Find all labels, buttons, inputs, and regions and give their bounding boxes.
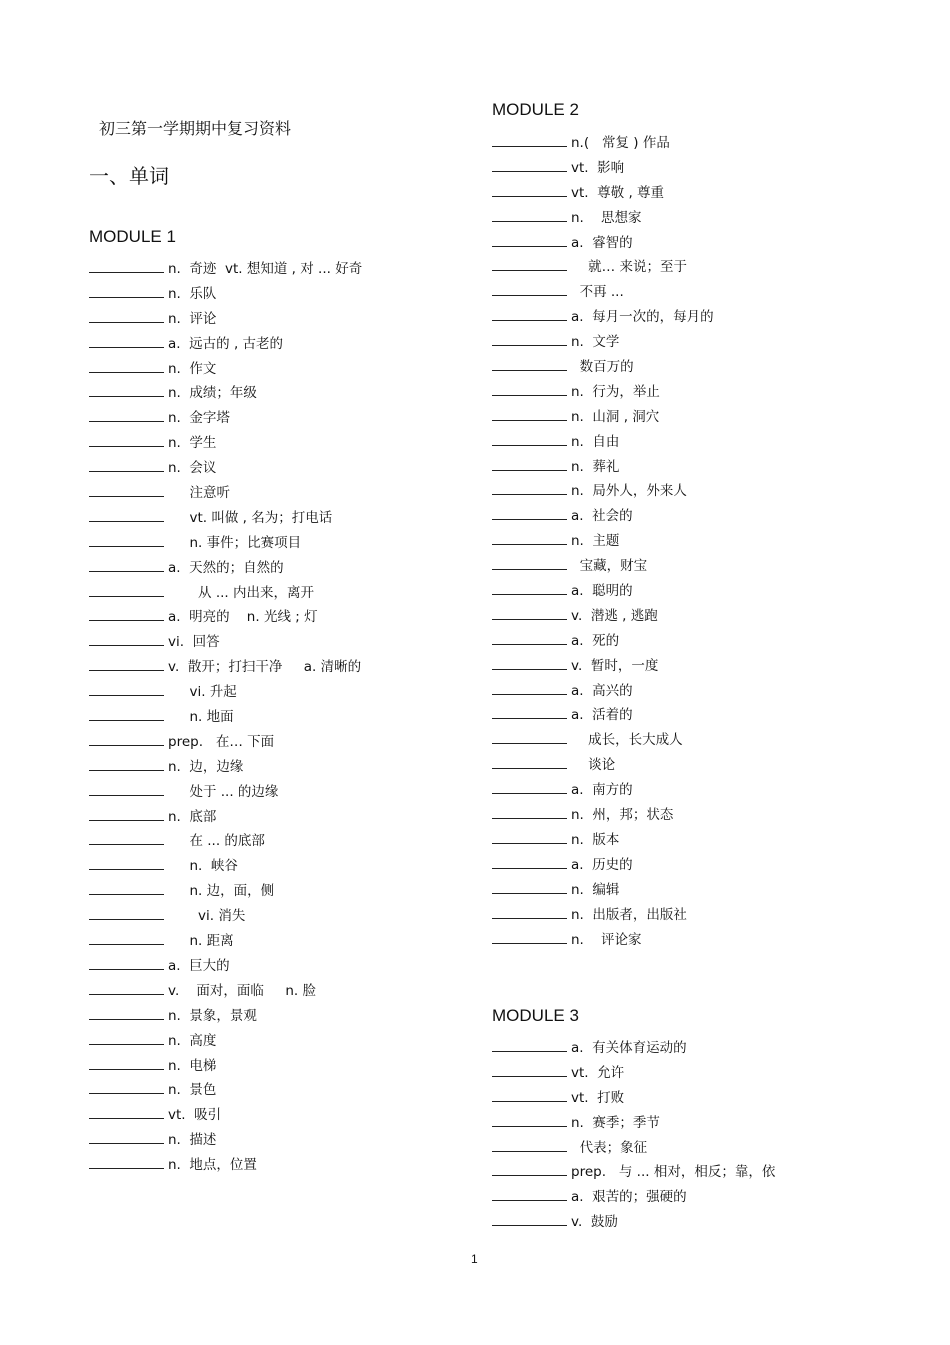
answer-blank[interactable] — [89, 681, 164, 696]
vocab-row — [492, 430, 714, 455]
answer-blank[interactable] — [89, 1079, 164, 1094]
vocab-definition: a. 睿智的 — [571, 234, 633, 251]
vocab-definition: n. 州，邦；状态 — [571, 807, 674, 824]
vocab-definition: n. 距离 — [168, 933, 234, 950]
module3-heading: MODULE 3 — [492, 1006, 579, 1025]
vocab-definition: v. 潜逃 , 逃跑 — [571, 607, 658, 624]
answer-blank[interactable] — [492, 456, 567, 471]
vocab-definition: 谈论 — [571, 757, 616, 774]
vocab-definition: a. 艰苦的；强硬的 — [571, 1189, 687, 1206]
vocab-definition: vt. 尊敬 , 尊重 — [571, 184, 665, 201]
vocab-definition: a. 聪明的 — [571, 583, 633, 600]
answer-blank[interactable] — [492, 530, 567, 545]
vocab-definition: n. 高度 — [168, 1032, 217, 1049]
answer-blank[interactable] — [492, 729, 567, 744]
vocab-row — [492, 679, 714, 704]
vocab-row — [492, 206, 714, 231]
vocab-row — [89, 979, 362, 1004]
vocab-row — [492, 455, 714, 480]
vocab-row — [89, 257, 362, 282]
vocab-definition: n. 事件；比赛项目 — [168, 534, 302, 551]
answer-blank[interactable] — [89, 382, 164, 397]
module3-vocab-list — [492, 1036, 775, 1235]
answer-blank[interactable] — [492, 704, 567, 719]
vocab-row — [89, 431, 362, 456]
answer-blank[interactable] — [89, 308, 164, 323]
vocab-row — [492, 231, 714, 256]
vocab-row — [492, 1185, 775, 1210]
vocab-definition: 宝藏，财宝 — [571, 558, 648, 575]
answer-blank[interactable] — [89, 706, 164, 721]
vocab-row — [89, 556, 362, 581]
vocab-row — [492, 330, 714, 355]
vocab-definition: vi. 回答 — [168, 634, 220, 651]
answer-blank[interactable] — [492, 1161, 567, 1176]
vocab-row — [89, 755, 362, 780]
vocab-definition: n. 葬礼 — [571, 458, 620, 475]
answer-blank[interactable] — [492, 555, 567, 570]
answer-blank[interactable] — [89, 1005, 164, 1020]
vocab-definition: n. 乐队 — [168, 285, 217, 302]
answer-blank[interactable] — [89, 358, 164, 373]
answer-blank[interactable] — [492, 232, 567, 247]
answer-blank[interactable] — [89, 258, 164, 273]
vocab-row — [89, 1153, 362, 1178]
vocab-row — [89, 954, 362, 979]
vocab-row — [89, 406, 362, 431]
answer-blank[interactable] — [492, 804, 567, 819]
answer-blank[interactable] — [492, 1087, 567, 1102]
answer-blank[interactable] — [492, 1211, 567, 1226]
vocab-definition: n. 电梯 — [168, 1057, 217, 1074]
answer-blank[interactable] — [492, 854, 567, 869]
vocab-row — [89, 879, 362, 904]
answer-blank[interactable] — [89, 432, 164, 447]
vocab-definition: n. 作文 — [168, 360, 217, 377]
vocab-row — [89, 780, 362, 805]
vocab-definition: a. 每月一次的，每月的 — [571, 309, 714, 326]
answer-blank[interactable] — [492, 655, 567, 670]
vocab-row — [89, 1004, 362, 1029]
vocab-definition: 处于 ... 的边缘 — [168, 783, 279, 800]
vocab-definition: n. 山洞 , 洞穴 — [571, 408, 660, 425]
answer-blank[interactable] — [89, 582, 164, 597]
vocab-definition: v. 鼓励 — [571, 1214, 618, 1231]
vocab-row — [89, 481, 362, 506]
vocab-row — [492, 1061, 775, 1086]
vocab-definition: a. 远古的 , 古老的 — [168, 335, 284, 352]
vocab-row — [492, 554, 714, 579]
vocab-row — [492, 853, 714, 878]
vocab-row — [89, 357, 362, 382]
answer-blank[interactable] — [492, 132, 567, 147]
vocab-definition: n. 景象，景观 — [168, 1007, 257, 1024]
vocab-row — [89, 581, 362, 606]
vocab-row — [492, 156, 714, 181]
answer-blank[interactable] — [89, 880, 164, 895]
vocab-definition: n. 金字塔 — [168, 410, 230, 427]
answer-blank[interactable] — [89, 1154, 164, 1169]
vocab-definition: n. 版本 — [571, 831, 620, 848]
vocab-row — [492, 828, 714, 853]
vocab-row — [89, 307, 362, 332]
vocab-definition: n. 主题 — [571, 533, 620, 550]
answer-blank[interactable] — [492, 779, 567, 794]
vocab-definition: a. 天然的；自然的 — [168, 559, 284, 576]
doc-title: 初三第一学期期中复习资料 — [99, 119, 292, 138]
answer-blank[interactable] — [492, 1037, 567, 1052]
module1-vocab-list — [89, 257, 362, 1178]
vocab-row — [492, 504, 714, 529]
vocab-definition: a. 历史的 — [571, 856, 633, 873]
page-number: 1 — [471, 1252, 478, 1266]
vocab-row — [492, 1111, 775, 1136]
vocab-definition: vi. 升起 — [168, 684, 237, 701]
answer-blank[interactable] — [492, 256, 567, 271]
vocab-row — [89, 282, 362, 307]
vocab-definition: n. 评论家 — [571, 931, 642, 948]
vocab-definition: n. 行为，举止 — [571, 383, 660, 400]
vocab-row — [89, 854, 362, 879]
vocab-definition: n. 评论 — [168, 310, 217, 327]
vocab-row — [89, 929, 362, 954]
module1-heading: MODULE 1 — [89, 227, 176, 246]
vocab-definition: v. 散开；打扫干净 a. 清晰的 — [168, 659, 362, 676]
answer-blank[interactable] — [89, 283, 164, 298]
vocab-row — [89, 332, 362, 357]
vocab-row — [492, 728, 714, 753]
vocab-row — [492, 1086, 775, 1111]
vocab-row — [492, 878, 714, 903]
vocab-definition: 就… 来说；至于 — [571, 259, 687, 276]
answer-blank[interactable] — [89, 731, 164, 746]
vocab-row — [492, 181, 714, 206]
answer-blank[interactable] — [492, 1112, 567, 1127]
vocab-row — [492, 1160, 775, 1185]
answer-blank[interactable] — [492, 680, 567, 695]
vocab-definition: vi. 消失 — [168, 908, 246, 925]
vocab-definition: n. 奇迹 vt. 想知道 , 对 ... 好奇 — [168, 261, 363, 277]
vocab-row — [89, 680, 362, 705]
answer-blank[interactable] — [492, 1186, 567, 1201]
vocab-definition: 不再 ... — [571, 284, 624, 301]
vocab-row — [89, 1103, 362, 1128]
answer-blank[interactable] — [89, 1030, 164, 1045]
vocab-row — [492, 928, 714, 953]
vocab-row — [89, 506, 362, 531]
answer-blank[interactable] — [89, 830, 164, 845]
answer-blank[interactable] — [492, 182, 567, 197]
vocab-row — [492, 355, 714, 380]
vocab-definition: v. 面对，面临 n. 脸 — [168, 982, 316, 999]
vocab-definition: n. 边，边缘 — [168, 758, 244, 775]
answer-blank[interactable] — [492, 281, 567, 296]
vocab-definition: a. 巨大的 — [168, 957, 230, 974]
answer-blank[interactable] — [89, 482, 164, 497]
answer-blank[interactable] — [492, 1137, 567, 1152]
answer-blank[interactable] — [89, 631, 164, 646]
vocab-definition: 成长，长大成人 — [571, 732, 683, 749]
vocab-definition: n. 描述 — [168, 1132, 217, 1149]
vocab-row — [492, 131, 714, 156]
vocab-definition: n. 编辑 — [571, 881, 620, 898]
vocab-definition: n. 自由 — [571, 433, 620, 450]
vocab-definition: 数百万的 — [571, 359, 634, 376]
vocab-row — [492, 405, 714, 430]
vocab-definition: n. 地点，位置 — [168, 1157, 257, 1174]
vocab-definition: n. 思想家 — [571, 209, 642, 226]
vocab-definition: n. 峡谷 — [168, 858, 238, 875]
vocab-row — [492, 305, 714, 330]
answer-blank[interactable] — [492, 605, 567, 620]
answer-blank[interactable] — [492, 1062, 567, 1077]
module2-vocab-list — [492, 131, 714, 952]
answer-blank[interactable] — [492, 879, 567, 894]
answer-blank[interactable] — [492, 431, 567, 446]
vocab-row — [492, 255, 714, 280]
vocab-row — [492, 753, 714, 778]
vocab-definition: 从 ... 内出来，离开 — [168, 584, 314, 601]
vocab-row — [492, 903, 714, 928]
vocab-row — [492, 1210, 775, 1235]
vocab-row — [89, 630, 362, 655]
answer-blank[interactable] — [89, 557, 164, 572]
vocab-definition: n.( 常复 ) 作品 — [571, 135, 670, 151]
vocab-definition: a. 死的 — [571, 632, 620, 649]
vocab-row — [89, 655, 362, 680]
answer-blank[interactable] — [492, 929, 567, 944]
vocab-row — [492, 380, 714, 405]
answer-blank[interactable] — [492, 580, 567, 595]
vocab-definition: vt. 打败 — [571, 1089, 625, 1106]
vocab-definition: 在 ... 的底部 — [168, 833, 265, 850]
answer-blank[interactable] — [89, 457, 164, 472]
vocab-row — [492, 529, 714, 554]
vocab-definition: 注意听 — [168, 485, 230, 502]
vocab-row — [89, 381, 362, 406]
module2-heading: MODULE 2 — [492, 100, 579, 119]
answer-blank[interactable] — [89, 1104, 164, 1119]
answer-blank[interactable] — [89, 855, 164, 870]
vocab-row — [492, 1036, 775, 1061]
answer-blank[interactable] — [492, 331, 567, 346]
answer-blank[interactable] — [89, 606, 164, 621]
answer-blank[interactable] — [89, 980, 164, 995]
vocab-row — [89, 1054, 362, 1079]
vocab-row — [492, 778, 714, 803]
vocab-definition: a. 明亮的 n. 光线 ; 灯 — [168, 609, 318, 626]
vocab-definition: a. 高兴的 — [571, 682, 633, 699]
vocab-definition: n. 赛季；季节 — [571, 1114, 660, 1131]
vocab-definition: n. 会议 — [168, 460, 217, 477]
vocab-row — [89, 730, 362, 755]
vocab-definition: vt. 叫做 , 名为；打电话 — [168, 509, 333, 526]
answer-blank[interactable] — [492, 381, 567, 396]
answer-blank[interactable] — [492, 356, 567, 371]
answer-blank[interactable] — [492, 505, 567, 520]
vocab-row — [89, 605, 362, 630]
answer-blank[interactable] — [89, 781, 164, 796]
vocab-definition: a. 社会的 — [571, 508, 633, 525]
vocab-row — [89, 531, 362, 556]
answer-blank[interactable] — [89, 905, 164, 920]
vocab-definition: a. 南方的 — [571, 782, 633, 799]
answer-blank[interactable] — [492, 630, 567, 645]
answer-blank[interactable] — [89, 955, 164, 970]
vocab-definition: vt. 影响 — [571, 159, 625, 176]
answer-blank[interactable] — [89, 407, 164, 422]
answer-blank[interactable] — [492, 480, 567, 495]
answer-blank[interactable] — [89, 806, 164, 821]
vocab-definition: prep. 与 ... 相对，相反；靠，依 — [571, 1164, 776, 1181]
vocab-row — [89, 829, 362, 854]
answer-blank[interactable] — [492, 207, 567, 222]
vocab-definition: n. 局外人，外来人 — [571, 483, 687, 500]
vocab-definition: n. 边，面，侧 — [168, 883, 275, 900]
section-heading: 一、单词 — [89, 164, 169, 188]
vocab-definition: n. 景色 — [168, 1082, 217, 1099]
vocab-row — [492, 479, 714, 504]
vocab-row — [89, 1078, 362, 1103]
vocab-definition: 代表；象征 — [571, 1139, 648, 1156]
answer-blank[interactable] — [492, 754, 567, 769]
answer-blank[interactable] — [492, 904, 567, 919]
vocab-definition: n. 成绩；年级 — [168, 385, 257, 402]
vocab-row — [492, 629, 714, 654]
answer-blank[interactable] — [89, 656, 164, 671]
answer-blank[interactable] — [89, 532, 164, 547]
vocab-row — [89, 456, 362, 481]
vocab-definition: n. 地面 — [168, 709, 234, 726]
vocab-row — [89, 1029, 362, 1054]
answer-blank[interactable] — [89, 930, 164, 945]
vocab-row — [492, 803, 714, 828]
answer-blank[interactable] — [89, 756, 164, 771]
vocab-definition: n. 学生 — [168, 435, 217, 452]
vocab-definition: vt. 吸引 — [168, 1107, 222, 1124]
answer-blank[interactable] — [89, 1129, 164, 1144]
answer-blank[interactable] — [492, 306, 567, 321]
vocab-row — [492, 280, 714, 305]
vocab-row — [89, 805, 362, 830]
vocab-definition: n. 出版者，出版社 — [571, 906, 687, 923]
vocab-definition: a. 活着的 — [571, 707, 633, 724]
vocab-definition: prep. 在… 下面 — [168, 733, 275, 750]
vocab-definition: n. 文学 — [571, 334, 620, 351]
answer-blank[interactable] — [89, 1055, 164, 1070]
vocab-definition: vt. 允许 — [571, 1064, 625, 1081]
vocab-row — [89, 705, 362, 730]
vocab-definition: n. 底部 — [168, 808, 217, 825]
answer-blank[interactable] — [492, 829, 567, 844]
vocab-row — [492, 579, 714, 604]
vocab-row — [492, 654, 714, 679]
vocab-row — [492, 703, 714, 728]
answer-blank[interactable] — [89, 507, 164, 522]
vocab-definition: v. 暂时，一度 — [571, 657, 659, 674]
vocab-row — [89, 1128, 362, 1153]
answer-blank[interactable] — [89, 333, 164, 348]
answer-blank[interactable] — [492, 406, 567, 421]
vocab-definition: a. 有关体育运动的 — [571, 1040, 687, 1056]
vocab-row — [89, 904, 362, 929]
vocab-row — [492, 604, 714, 629]
answer-blank[interactable] — [492, 157, 567, 172]
vocab-row — [492, 1136, 775, 1161]
